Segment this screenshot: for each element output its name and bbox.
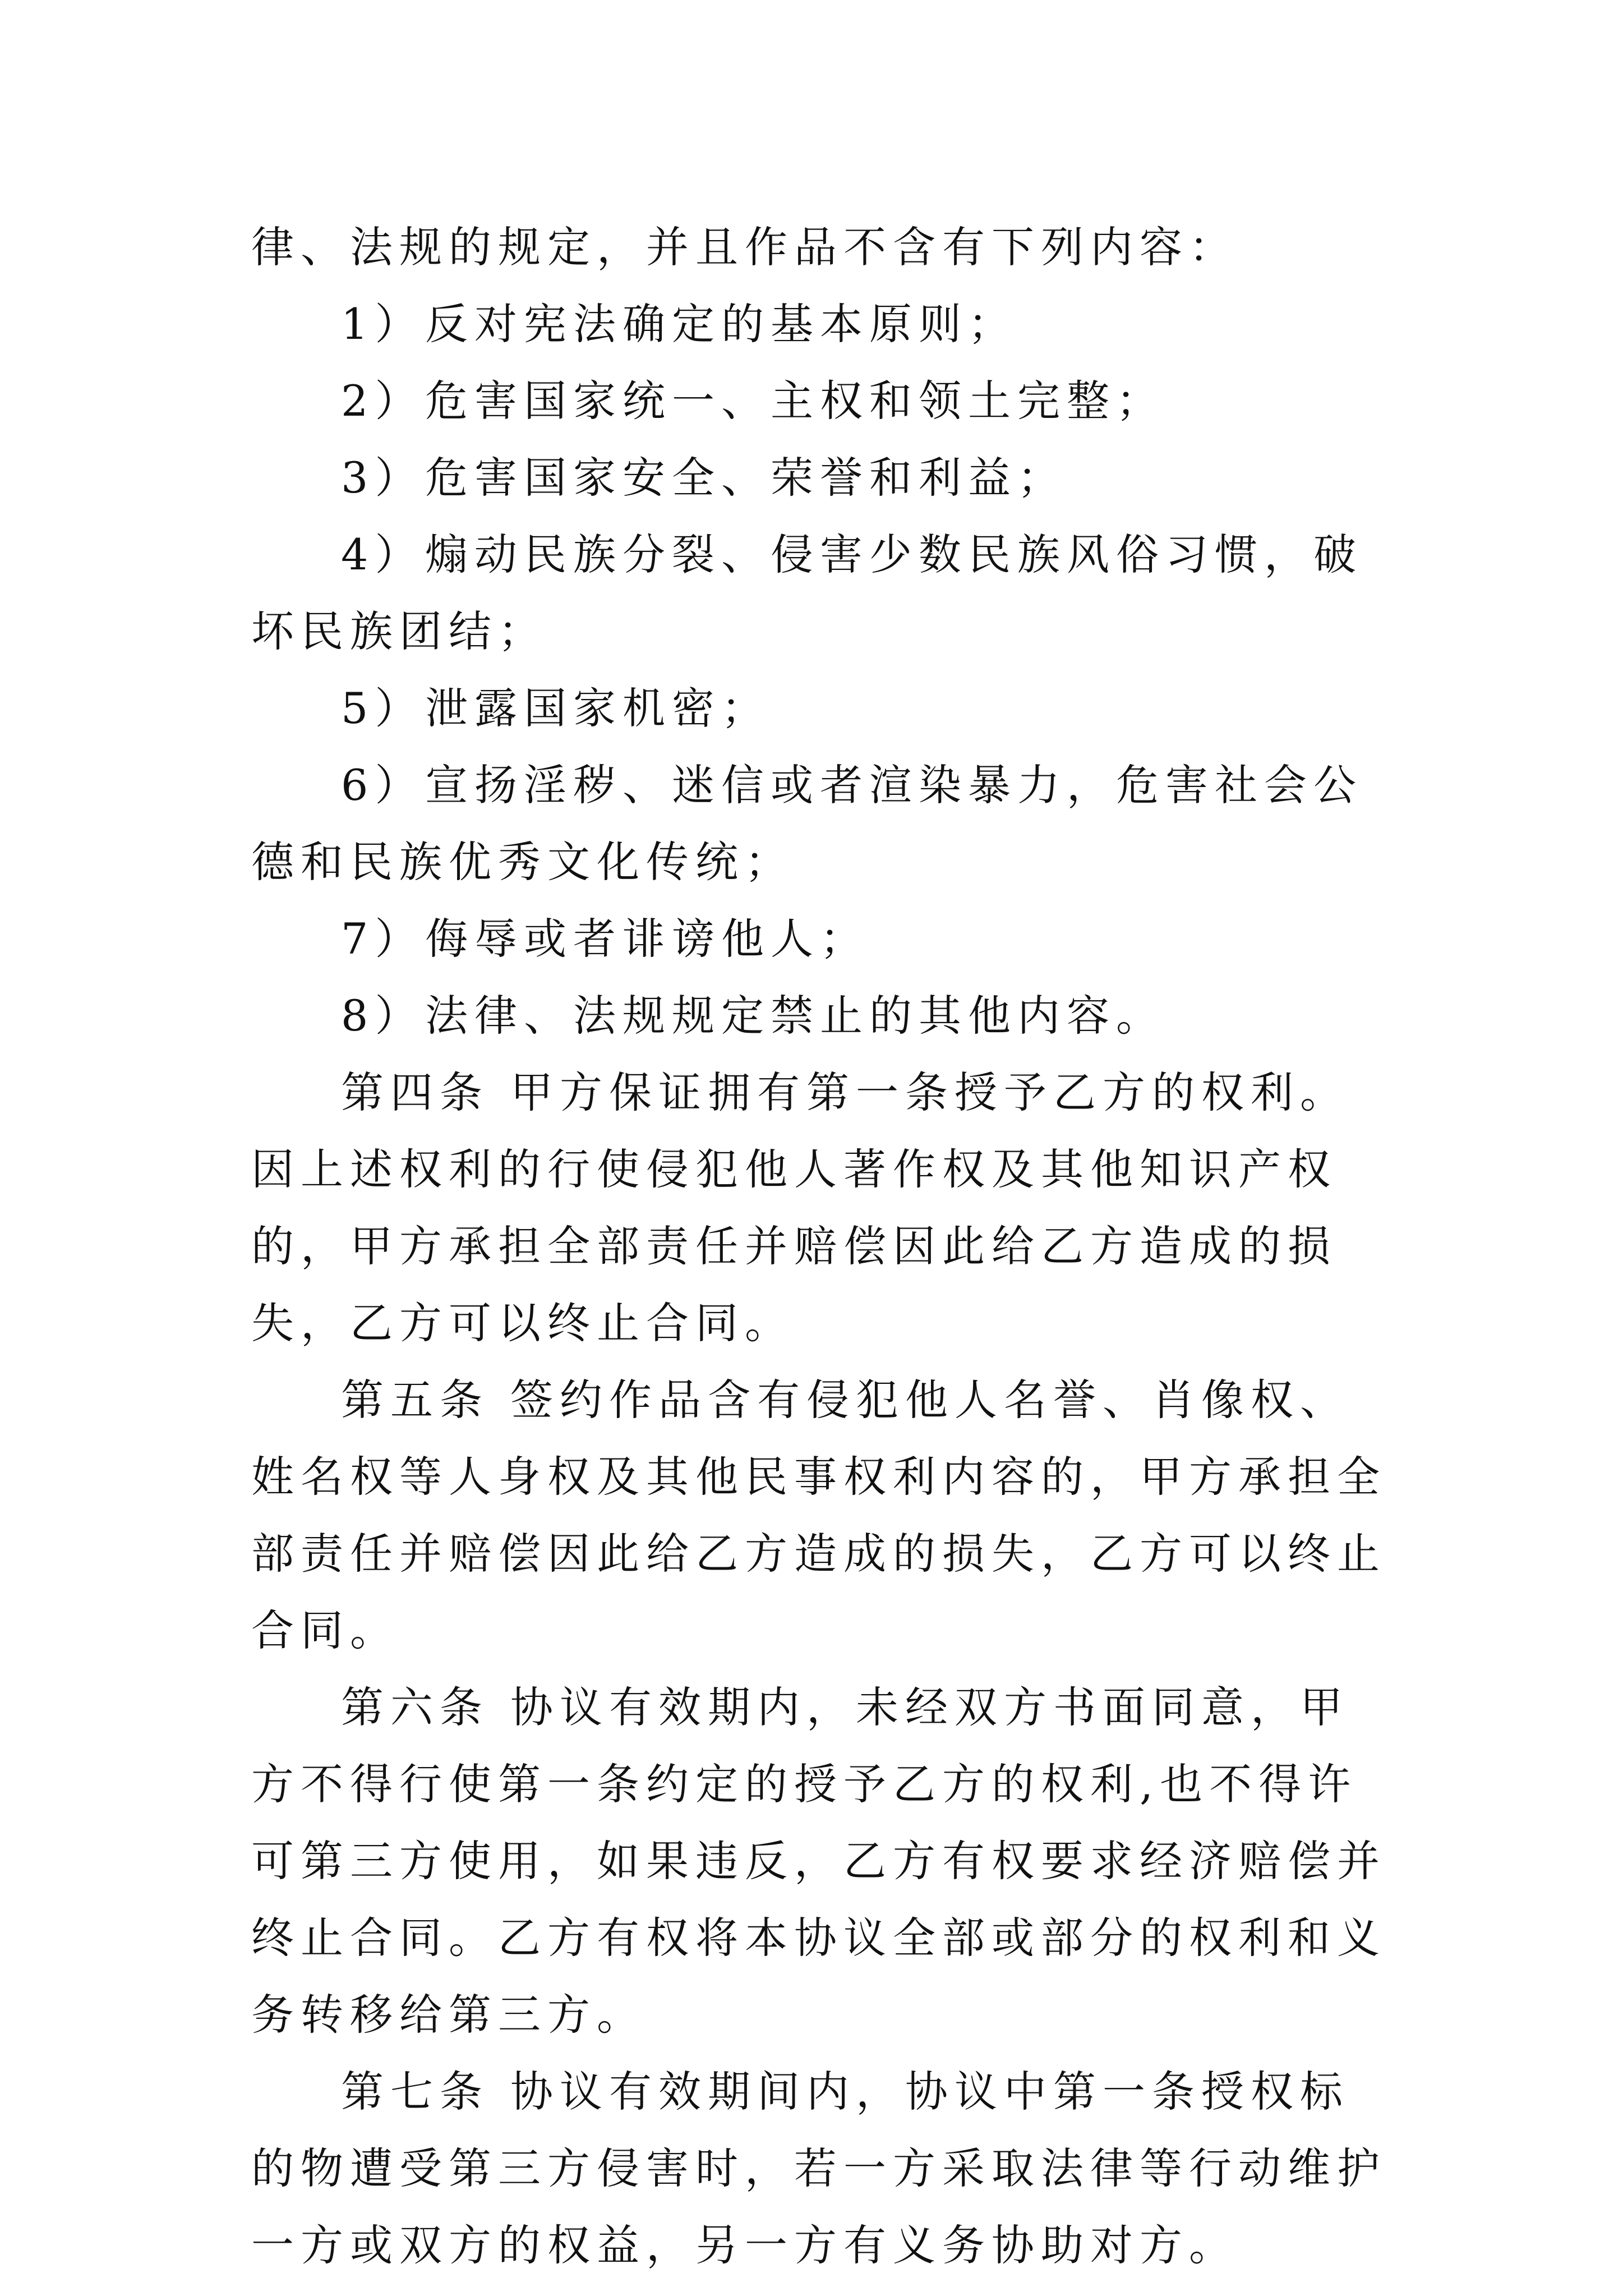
item-number: 6）	[341, 760, 425, 810]
article-paragraph	[251, 2053, 1395, 2284]
item-text: 法律、法规规定禁止的其他内容。	[425, 991, 1165, 1041]
list-item	[251, 900, 1395, 977]
article-paragraph	[251, 1669, 1395, 2053]
list-item	[251, 670, 1395, 747]
article-heading: 第六条	[341, 1682, 489, 1732]
list-item	[251, 286, 1395, 362]
article-text: 协议有效期内，未经双方书面同意，甲方不得行使第一条约定的授予乙方的权利,也不得许可第三方使用，如果违反，乙方有权要求经济赔偿并终止合同。乙方有权将本协议全部或部分的权利和义务转移给第三方。	[251, 1682, 1386, 2040]
item-text: 危害国家安全、荣誉和利益；	[425, 453, 1067, 503]
article-heading: 第五条	[341, 1375, 489, 1425]
item-number: 8）	[341, 991, 425, 1041]
item-number: 1）	[341, 299, 425, 349]
lead-line: 律、法规的规定，并且作品不含有下列内容：	[251, 222, 1238, 272]
document-body	[251, 209, 1395, 2284]
article-text: 协议有效期间内，协议中第一条授权标的物遭受第三方侵害时，若一方采取法律等行动维护一方或双方的权益，另一方有义务协助对方。	[251, 2067, 1386, 2270]
article-text: 签约作品含有侵犯他人名誉、肖像权、姓名权等人身权及其他民事权利内容的，甲方承担全部责任并赔偿因此给乙方造成的损失，乙方可以终止合同。	[251, 1375, 1386, 1655]
item-text: 煽动民族分裂、侵害少数民族风俗习惯，破坏民族团结；	[251, 530, 1363, 656]
article-paragraph	[251, 1054, 1395, 1361]
item-text: 危害国家统一、主权和领土完整；	[425, 376, 1165, 426]
article-text: 甲方保证拥有第一条授予乙方的权利。因上述权利的行使侵犯他人著作权及其他知识产权的，甲方承担全部责任并赔偿因此给乙方造成的损失，乙方可以终止合同。	[251, 1068, 1349, 1348]
article-heading: 第四条	[341, 1068, 489, 1117]
item-number: 3）	[341, 453, 425, 503]
item-text: 宣扬淫秽、迷信或者渲染暴力，危害社会公德和民族优秀文化传统；	[251, 760, 1363, 887]
list-item	[251, 439, 1395, 516]
item-text: 反对宪法确定的基本原则；	[425, 299, 1017, 349]
item-text: 侮辱或者诽谤他人；	[425, 914, 869, 964]
item-number: 7）	[341, 914, 425, 964]
article-paragraph	[251, 1361, 1395, 1669]
item-number: 5）	[341, 683, 425, 733]
article-heading: 第七条	[341, 2067, 489, 2116]
list-item	[251, 977, 1395, 1054]
list-item	[251, 516, 1395, 670]
item-number: 2）	[341, 376, 425, 426]
list-item	[251, 362, 1395, 439]
list-item	[251, 747, 1395, 900]
item-number: 4）	[341, 530, 425, 579]
item-text: 泄露国家机密；	[425, 683, 771, 733]
